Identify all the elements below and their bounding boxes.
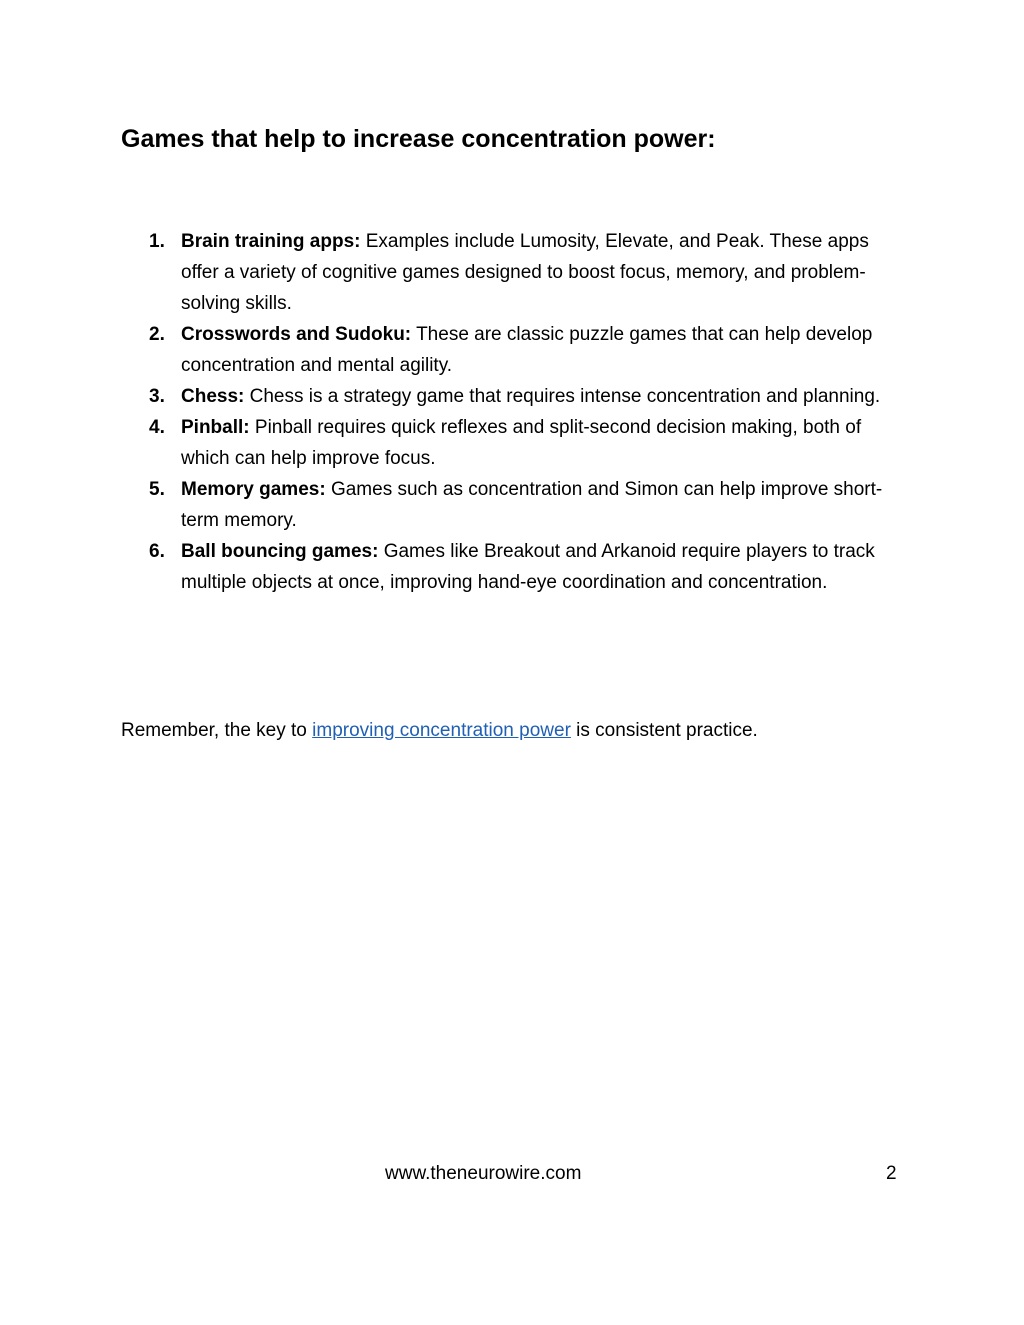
list-item-label: Pinball: (181, 417, 250, 438)
closing-text-before: Remember, the key to (121, 720, 313, 741)
list-item-label: Ball bouncing games: (181, 541, 379, 562)
list-item-number: 6. (149, 541, 165, 562)
list-item (121, 412, 911, 474)
list-item (121, 474, 911, 536)
footer-page-number: 2 (886, 1163, 897, 1184)
list-item (121, 226, 911, 319)
list-item-number: 4. (149, 417, 165, 438)
list-item-number: 1. (149, 231, 165, 252)
list-item-text: Pinball requires quick reflexes and split-second decision making, both of which can help improve focus. (181, 417, 862, 469)
concentration-link[interactable]: improving concentration power (312, 720, 571, 741)
page-heading: Games that help to increase concentration power: (121, 125, 716, 153)
closing-text-after: is consistent practice. (570, 720, 758, 741)
games-list (121, 226, 911, 598)
list-item (121, 536, 911, 598)
list-item-number: 5. (149, 479, 165, 500)
list-item-label: Memory games: (181, 479, 326, 500)
list-item-number: 3. (149, 386, 165, 407)
list-item-text: Examples include Lumosity, Elevate, and Peak. These apps offer a variety of cognitive games designed to boost focus, memory, and problem-solving skills. (181, 231, 869, 314)
list-item-label: Chess: (181, 386, 245, 407)
list-item-label: Crosswords and Sudoku: (181, 324, 412, 345)
list-item-text: Chess is a strategy game that requires intense concentration and planning. (244, 386, 881, 407)
list-item (121, 319, 911, 381)
list-item-label: Brain training apps: (181, 231, 361, 252)
list-item-text: Games like Breakout and Arkanoid require players to track multiple objects at once, improving hand-eye coordination and concentration. (181, 541, 875, 593)
list-item-number: 2. (149, 324, 165, 345)
footer-website: www.theneurowire.com (385, 1163, 582, 1184)
closing-paragraph (121, 715, 758, 746)
list-item-text: Games such as concentration and Simon can help improve short-term memory. (181, 479, 883, 531)
list-item (121, 381, 911, 412)
list-item-text: These are classic puzzle games that can help develop concentration and mental agility. (181, 324, 873, 376)
